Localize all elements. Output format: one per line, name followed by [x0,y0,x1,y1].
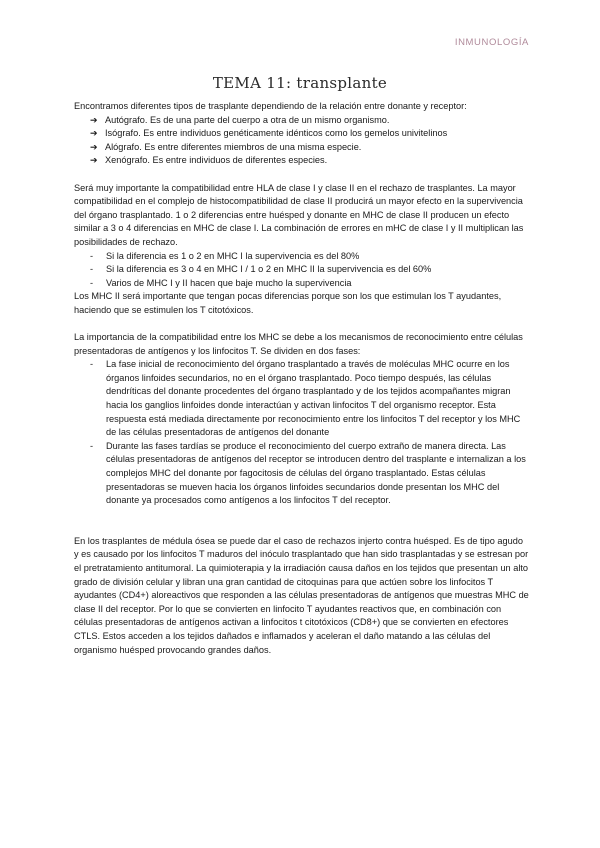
compatibility-list [74,250,530,291]
list-item: ➔ Xenógrafo. Es entre individuos de diferentes especies. [74,154,530,168]
phases-list [74,358,530,508]
phases-paragraph: La importancia de la compatibilidad entre los MHC se debe a los mecanismos de reconocimiento entre células presentadoras de antígenos y los linfocitos T. Se dividen en dos fases: [74,332,523,356]
list-item: - Varios de MHC I y II hacen que baje mucho la supervivencia [90,277,530,291]
dash-icon: - [90,277,94,288]
list-item: - Si la diferencia es 3 o 4 en MHC I / 1 o 2 en MHC II la supervivencia es del 60% [90,263,530,277]
subject-header: INMUNOLOGÍA [454,37,529,48]
page-title: TEMA 11: transplante [212,74,388,92]
arrow-icon: ➔ [90,155,98,166]
mhc2-paragraph: Los MHC II será importante que tengan pocas diferencias porque son los que estimulan los T ayudantes, haciendo que se estimulen los T citotóxicos. [74,291,502,315]
transplant-types-list [74,114,530,168]
list-item: ➔ Autógrafo. Es de una parte del cuerpo a otra de un mismo organismo. [74,114,530,128]
dash-icon: - [90,264,94,275]
arrow-icon: ➔ [90,114,98,125]
dash-icon: - [90,250,94,261]
arrow-icon: ➔ [90,128,98,139]
bone-marrow-paragraph: En los trasplantes de médula ósea se puede dar el caso de rechazos injerto contra huésped. Es de tipo agudo y es causado por los linfocitos T maduros del inóculo trasplantado que han sido trasplantadas y se estresan por el pretratamiento antitumoral. La quimioterapia y la irradiación causa daños en los tejidos que presentan un alto grado de división celular y libran una gran cantidad de citoquinas para que actúen sobre los linfocitos T ayudantes (CD4+) aloreactivos que responden a las células presentadoras de antígenos que muestras MHC de clase II del receptor. Por lo que se convierten en linfocito T ayudantes reactivos que, en combinación con células presentadoras de antígenos activan a linfocitos t citotóxicos (CD8+) que se convierten en efectores CTLS. Estos acceden a los tejidos dañados e inflamados y aceleran el daño matando a las células del organismo huésped provocando grandes daños. [74,535,529,655]
list-item: ➔ Isógrafo. Es entre individuos genéticamente idénticos como los gemelos univitelinos [74,127,530,141]
intro-paragraph: Encontramos diferentes tipos de trasplante dependiendo de la relación entre donante y receptor: [74,101,467,111]
document-body [74,100,530,657]
list-item: - La fase inicial de reconocimiento del órgano trasplantado a través de moléculas MHC ocurre en los órganos linfoides secundarios, no en el órgano trasplantado. Poco tiempo después, las células dendríticas del donante procedentes del órgano trasplantado y de los tejidos acompañantes migran hacia los ganglios linfoides donde interactúan y activan linfocitos T del organismo receptor. Esta respuesta está mediada directamente por reconocimiento entre los linfocitos T del receptor y los MHC de las células presentadoras de antígenos del donante [90,359,521,438]
dash-icon: - [90,359,94,370]
list-item: - Durante las fases tardías se produce el reconocimiento del cuerpo extraño de manera directa. Las células presentadoras de antígenos del receptor se introducen dentro del trasplante e internalizan a los complejos MHC del donante por fagocitosis de células del órgano trasplantado. Estas células presentadoras se mueven hacia los órganos linfoides secundarios donde presentan los MHC del donante ya procesados como antígenos a los linfocitos T del receptor. [90,440,526,506]
compatibility-paragraph: Será muy importante la compatibilidad entre HLA de clase I y clase II en el rechazo de trasplantes. La mayor compatibilidad en el complejo de histocompatibilidad de clase II producirá un mayor efecto en la supervivencia del órgano trasplantado. 1 o 2 diferencias entre huésped y donante en MHC de clase II producen un efecto similar a 3 o 4 diferencias en MHC de clase I. La combinación de errores en mHC de clase I y II multiplican las posibilidades de rechazo. [74,182,524,247]
list-item: ➔ Alógrafo. Es entre diferentes miembros de una misma especie. [74,141,530,155]
dash-icon: - [90,440,94,451]
list-item: - Si la diferencia es 1 o 2 en MHC I la supervivencia es del 80% [90,250,530,264]
arrow-icon: ➔ [90,141,98,152]
